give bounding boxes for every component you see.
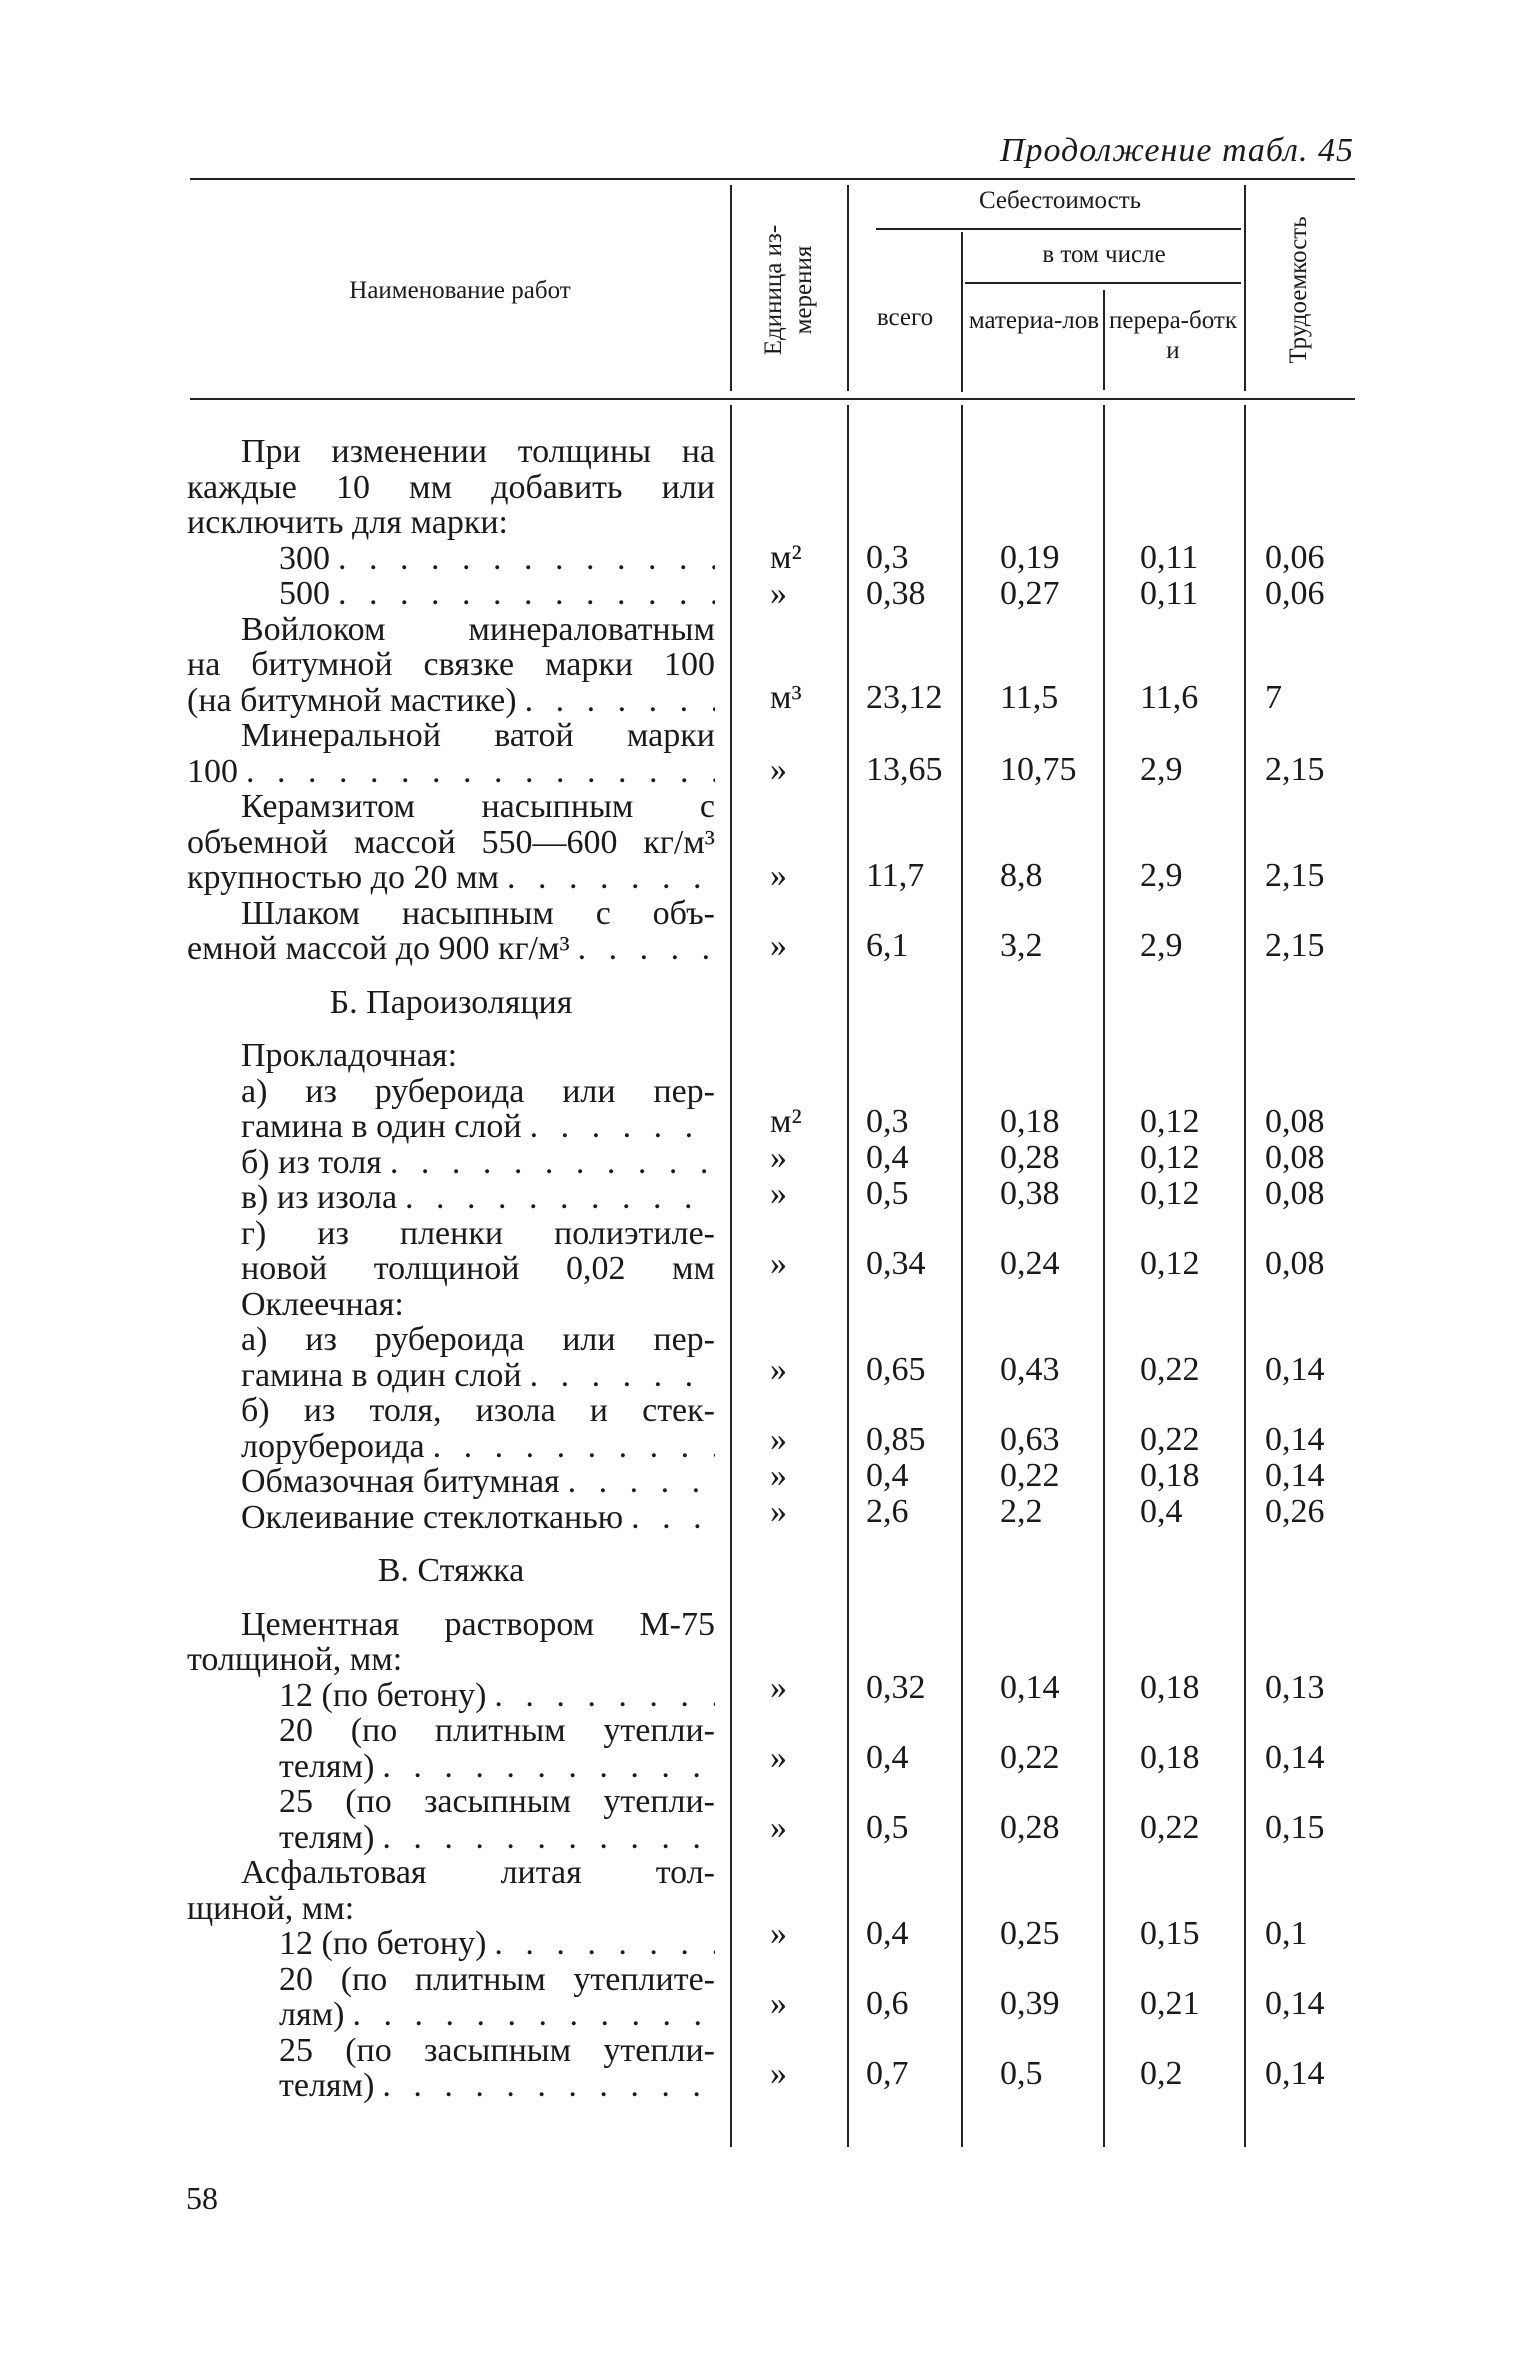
table-cell-materials: 0,39 bbox=[1000, 1985, 1060, 2022]
table-cell-unit: » bbox=[770, 857, 787, 894]
table-cell-processing: 0,4 bbox=[1140, 1493, 1183, 1530]
table-cell-total: 0,4 bbox=[866, 1457, 909, 1494]
table-cell-materials: 2,2 bbox=[1000, 1493, 1043, 1530]
table-cell-unit: » bbox=[770, 1245, 787, 1282]
table-cell-processing: 2,9 bbox=[1140, 751, 1183, 788]
text-line: объемной массой 550—600 кг/м³ bbox=[187, 823, 715, 861]
table-cell-processing: 11,6 bbox=[1140, 679, 1199, 716]
table-cell-total: 0,4 bbox=[866, 1139, 909, 1176]
table-cell-processing: 0,2 bbox=[1140, 2055, 1183, 2092]
text-line: Асфальтовая литая тол- bbox=[241, 1854, 715, 1891]
text-line: на битумной связке марки 100 bbox=[187, 646, 715, 683]
text-line: (на битумной мастике) . . . bbox=[187, 683, 715, 719]
text-line: Обмазочная битумная . . . bbox=[187, 1464, 715, 1500]
text-line: Цементная раствором М-75 bbox=[241, 1605, 715, 1643]
table-cell-unit: » bbox=[770, 575, 787, 612]
table-cell-materials: 10,75 bbox=[1000, 751, 1077, 788]
table-cell-labor: 0,14 bbox=[1265, 1985, 1325, 2022]
header-including: в том числе bbox=[1042, 241, 1166, 268]
table-cell-unit: » bbox=[770, 1985, 787, 2022]
page-number: 58 bbox=[186, 2180, 218, 2216]
text-line: в) из изола . . . bbox=[187, 1180, 715, 1216]
text-line: Минеральной ватой марки bbox=[241, 717, 715, 754]
text-line: гамина в один слой . . . bbox=[187, 1109, 715, 1145]
table-cell-unit: » bbox=[770, 1351, 787, 1388]
text-line: 100 . . . bbox=[187, 754, 715, 790]
table-cell-labor: 0,14 bbox=[1265, 1351, 1325, 1388]
text-line: щиной, мм: bbox=[187, 1889, 355, 1927]
text-line: Керамзитом насыпным с bbox=[241, 788, 715, 825]
text-line: Прокладочная: bbox=[241, 1037, 458, 1074]
table-cell-processing: 0,12 bbox=[1140, 1245, 1200, 1282]
text-line: лорубероида . . . bbox=[187, 1429, 715, 1465]
table-cell-unit: » bbox=[770, 1493, 787, 1530]
table-cell-materials: 0,43 bbox=[1000, 1351, 1060, 1388]
table-cell-processing: 0,15 bbox=[1140, 1915, 1200, 1952]
text-line: 25 (по засыпным утепли- bbox=[279, 1783, 715, 1820]
table-cell-labor: 0,06 bbox=[1265, 539, 1325, 576]
table-cell-materials: 0,19 bbox=[1000, 539, 1060, 576]
table-cell-materials: 0,27 bbox=[1000, 575, 1060, 612]
table-cell-total: 0,32 bbox=[866, 1669, 926, 1706]
header-labor: Трудоемкость bbox=[1285, 216, 1312, 364]
table-cell-materials: 0,63 bbox=[1000, 1421, 1060, 1458]
text-line: Оклеивание стеклотканью . . . bbox=[187, 1500, 715, 1536]
text-line: каждые 10 мм добавить или bbox=[187, 468, 715, 506]
table-cell-labor: 2,15 bbox=[1265, 751, 1325, 788]
text-line: 20 (по плитным утепли- bbox=[279, 1712, 715, 1749]
table-cell-labor: 0,14 bbox=[1265, 2055, 1325, 2092]
body-sep-2 bbox=[847, 405, 849, 2147]
text-line: исключить для марки: bbox=[187, 504, 508, 541]
table-cell-unit: м² bbox=[770, 1103, 802, 1140]
table-cell-processing: 0,12 bbox=[1140, 1139, 1200, 1176]
text-line: а) из рубероида или пер- bbox=[241, 1072, 715, 1110]
text-line: б) из толя, изола и стек- bbox=[241, 1392, 715, 1429]
table-cell-labor: 0,15 bbox=[1265, 1809, 1325, 1846]
table-cell-total: 0,4 bbox=[866, 1739, 909, 1776]
text-line: 20 (по плитным утеплите- bbox=[279, 1960, 715, 1998]
header-name: Наименование работ bbox=[349, 277, 571, 304]
table-cell-labor: 2,15 bbox=[1265, 927, 1325, 964]
table-cell-processing: 0,12 bbox=[1140, 1103, 1200, 1140]
table-cell-total: 0,65 bbox=[866, 1351, 926, 1388]
text-line: При изменении толщины на bbox=[241, 433, 715, 470]
table-cell-processing: 0,11 bbox=[1140, 575, 1199, 612]
table-cell-total: 0,5 bbox=[866, 1809, 909, 1846]
table-cell-processing: 0,18 bbox=[1140, 1739, 1200, 1776]
table-cell-total: 6,1 bbox=[866, 927, 909, 964]
text-line: емной массой до 900 кг/м³ . . . bbox=[187, 931, 715, 967]
table-cell-total: 2,6 bbox=[866, 1493, 909, 1530]
table-cell-processing: 0,18 bbox=[1140, 1669, 1200, 1706]
table-cell-unit: » bbox=[770, 1139, 787, 1176]
table-cell-materials: 0,28 bbox=[1000, 1809, 1060, 1846]
table-cell-processing: 0,22 bbox=[1140, 1421, 1200, 1458]
table-cell-labor: 2,15 bbox=[1265, 857, 1325, 894]
table-cell-unit: » bbox=[770, 2055, 787, 2092]
text-line: новой толщиной 0,02 мм bbox=[241, 1250, 715, 1287]
table-cell-unit: м² bbox=[770, 539, 802, 576]
including-sub-rule bbox=[965, 282, 1241, 284]
table-cell-total: 13,65 bbox=[866, 751, 943, 788]
table-cell-processing: 2,9 bbox=[1140, 927, 1183, 964]
table-cell-labor: 0,14 bbox=[1265, 1739, 1325, 1776]
table-cell-materials: 0,22 bbox=[1000, 1457, 1060, 1494]
text-line: 12 (по бетону) . . . bbox=[187, 1678, 715, 1714]
table-cell-labor: 7 bbox=[1265, 679, 1282, 716]
body-sep-4 bbox=[1103, 405, 1105, 2147]
table-cell-labor: 0,06 bbox=[1265, 575, 1325, 612]
table-cell-labor: 0,1 bbox=[1265, 1915, 1308, 1952]
table-cell-processing: 0,11 bbox=[1140, 539, 1199, 576]
work-name-column bbox=[187, 434, 715, 2104]
table-cell-unit: » bbox=[770, 1809, 787, 1846]
header-unit: Единица из-мерения bbox=[760, 224, 817, 356]
text-line: Шлаком насыпным с объ- bbox=[241, 894, 715, 932]
table-cell-materials: 8,8 bbox=[1000, 857, 1043, 894]
table-cell-materials: 0,22 bbox=[1000, 1739, 1060, 1776]
body-sep-5 bbox=[1244, 405, 1246, 2147]
col-sep-1 bbox=[730, 185, 732, 391]
text-line: толщиной, мм: bbox=[187, 1641, 403, 1678]
header-processing: перера-ботки bbox=[1109, 307, 1237, 364]
table-cell-total: 11,7 bbox=[866, 857, 925, 894]
table-cell-total: 0,5 bbox=[866, 1175, 909, 1212]
table-cell-total: 0,7 bbox=[866, 2055, 909, 2092]
table-cell-total: 0,34 bbox=[866, 1245, 926, 1282]
text-line: телям) . . . bbox=[187, 1749, 715, 1785]
table-cell-processing: 0,12 bbox=[1140, 1175, 1200, 1212]
col-sep-2 bbox=[847, 185, 849, 391]
table-cell-unit: » bbox=[770, 1915, 787, 1952]
col-sep-5 bbox=[1244, 185, 1246, 391]
text-line: Оклеечная: bbox=[241, 1285, 404, 1323]
text-line: телям) . . . bbox=[187, 1820, 715, 1856]
table-cell-processing: 2,9 bbox=[1140, 857, 1183, 894]
table-cell-materials: 11,5 bbox=[1000, 679, 1059, 716]
text-line: г) из пленки полиэтиле- bbox=[241, 1214, 715, 1252]
table-cell-labor: 0,08 bbox=[1265, 1245, 1325, 1282]
text-line: телям) . . . bbox=[187, 2068, 715, 2104]
header-top-rule bbox=[190, 178, 1355, 180]
table-cell-total: 0,38 bbox=[866, 575, 926, 612]
table-cell-materials: 3,2 bbox=[1000, 927, 1043, 964]
table-cell-labor: 0,08 bbox=[1265, 1139, 1325, 1176]
table-cell-total: 0,3 bbox=[866, 1103, 909, 1140]
table-cell-processing: 0,22 bbox=[1140, 1809, 1200, 1846]
table-cell-labor: 0,08 bbox=[1265, 1103, 1325, 1140]
table-cell-unit: » bbox=[770, 1421, 787, 1458]
header-materials: материа-лов bbox=[968, 307, 1100, 334]
text-line: б) из толя . . . bbox=[187, 1145, 715, 1181]
table-cell-labor: 0,08 bbox=[1265, 1175, 1325, 1212]
table-cell-total: 23,12 bbox=[866, 679, 943, 716]
text-line: 300 . . . bbox=[187, 541, 715, 577]
table-cell-total: 0,4 bbox=[866, 1915, 909, 1952]
table-cell-unit: » bbox=[770, 1175, 787, 1212]
table-cell-materials: 0,38 bbox=[1000, 1175, 1060, 1212]
col-sep-4 bbox=[1103, 290, 1105, 390]
text-line: крупностью до 20 мм . . . bbox=[187, 860, 715, 896]
table-cell-processing: 0,22 bbox=[1140, 1351, 1200, 1388]
header-cost: Себестоимость bbox=[978, 187, 1142, 214]
text-line: 500 . . . bbox=[187, 576, 715, 612]
table-cell-total: 0,3 bbox=[866, 539, 909, 576]
table-cell-processing: 0,21 bbox=[1140, 1985, 1200, 2022]
table-caption: Продолжение табл. 45 bbox=[999, 132, 1354, 169]
body-sep-3 bbox=[961, 405, 963, 2147]
table-cell-unit: » bbox=[770, 927, 787, 964]
body-sep-1 bbox=[730, 405, 732, 2147]
table-cell-unit: м³ bbox=[770, 679, 802, 716]
text-line: 12 (по бетону) . . . bbox=[187, 1926, 715, 1962]
table-cell-unit: » bbox=[770, 1669, 787, 1706]
table-cell-materials: 0,14 bbox=[1000, 1669, 1060, 1706]
table-cell-labor: 0,14 bbox=[1265, 1421, 1325, 1458]
table-cell-materials: 0,24 bbox=[1000, 1245, 1060, 1282]
table-cell-materials: 0,28 bbox=[1000, 1139, 1060, 1176]
table-cell-materials: 0,5 bbox=[1000, 2055, 1043, 2092]
section-heading: В. Стяжка bbox=[377, 1552, 525, 1589]
table-cell-materials: 0,18 bbox=[1000, 1103, 1060, 1140]
text-line: а) из рубероида или пер- bbox=[241, 1321, 715, 1358]
table-cell-labor: 0,13 bbox=[1265, 1669, 1325, 1706]
table-cell-total: 0,6 bbox=[866, 1985, 909, 2022]
table-cell-labor: 0,14 bbox=[1265, 1457, 1325, 1494]
cost-sub-rule bbox=[876, 228, 1241, 230]
table-cell-labor: 0,26 bbox=[1265, 1493, 1325, 1530]
table-cell-unit: » bbox=[770, 751, 787, 788]
table-cell-unit: » bbox=[770, 1457, 787, 1494]
text-line: Войлоком минераловатным bbox=[241, 610, 715, 648]
col-sep-3 bbox=[961, 232, 963, 392]
section-heading: Б. Пароизоляция bbox=[329, 983, 573, 1021]
text-line: гамина в один слой . . . bbox=[187, 1358, 715, 1394]
text-line: 25 (по засыпным утепли- bbox=[279, 2031, 715, 2069]
table-cell-total: 0,85 bbox=[866, 1421, 926, 1458]
text-line: лям) . . . bbox=[187, 1997, 715, 2033]
table-cell-materials: 0,25 bbox=[1000, 1915, 1060, 1952]
table-cell-unit: » bbox=[770, 1739, 787, 1776]
table-cell-processing: 0,18 bbox=[1140, 1457, 1200, 1494]
header-total: всего bbox=[876, 304, 934, 331]
header-bottom-rule bbox=[190, 398, 1355, 400]
